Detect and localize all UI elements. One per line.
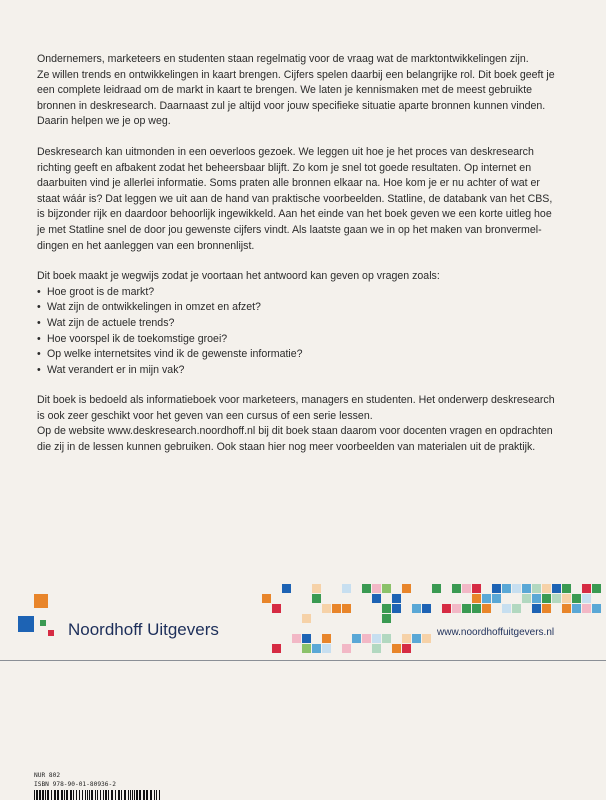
barcode-bar [95, 790, 96, 800]
barcode-bar [70, 790, 72, 800]
mosaic-cell [392, 644, 401, 653]
questions-list [37, 285, 569, 379]
mosaic-cell [442, 604, 451, 613]
divider [0, 660, 606, 661]
mosaic-cell [532, 604, 541, 613]
mosaic-cell [332, 604, 341, 613]
paragraph-line: bronnen in deskresearch. Daarnaast zul je altijd voor jouw specifieke situatie aparte bronnen kunnen vinden. [37, 99, 546, 112]
mosaic-cell [382, 604, 391, 613]
paragraph-line: staat wáár is? Dat leggen we uit aan de hand van praktische voorbeelden. Statline, de databank van het CBS, [37, 192, 553, 205]
barcode-bar [118, 790, 120, 800]
bullet-icon: • [37, 348, 41, 361]
pixel-mosaic-icon [262, 584, 606, 652]
barcode-bar [91, 790, 93, 800]
barcode-bar [82, 790, 83, 800]
mosaic-cell [452, 604, 461, 613]
barcode-bar [103, 790, 104, 800]
mosaic-cell [382, 634, 391, 643]
mosaic-cell [402, 634, 411, 643]
mosaic-cell [542, 604, 551, 613]
paragraph-line: Op de website www.deskresearch.noordhoff.nl bij dit boek staan daarom voor docenten vragen en opdrachten [37, 425, 553, 438]
paragraph-line: is bijzonder rijk en daardoor behoorlijk ingewikkeld. Aan het einde van het boek geven we een korte uitleg hoe [37, 208, 552, 221]
bullet-icon: • [37, 332, 41, 345]
barcode-bar [146, 790, 148, 800]
mosaic-cell [492, 594, 501, 603]
mosaic-cell [302, 614, 311, 623]
paragraph-line: daarbuiten vind je allerlei informatie. Soms praten alle bronnen elkaar na. Hoe kom je er nu achter of wat er [37, 177, 540, 190]
mosaic-cell [342, 584, 351, 593]
bullet-icon: • [37, 316, 41, 329]
question-text: Wat zijn de ontwikkelingen in omzet en afzet? [47, 301, 261, 314]
mosaic-cell [272, 604, 281, 613]
paragraph-line: richting geeft en afbakent zodat het beheersbaar blijft. Zo kom je snel tot goede resultaten. Op internet en [37, 161, 532, 174]
mosaic-cell [422, 634, 431, 643]
barcode-bar [85, 790, 86, 800]
logo-square-blue [18, 616, 34, 632]
mosaic-cell [552, 594, 561, 603]
mosaic-cell [572, 594, 581, 603]
mosaic-cell [582, 604, 591, 613]
back-cover-text [37, 52, 569, 471]
paragraph-line: een complete leidraad om de markt in kaart te brengen. We laten je kennismaken met de meest gebruikte [37, 84, 533, 97]
list-item [37, 347, 569, 363]
barcode-bar [89, 790, 90, 800]
mosaic-cell [542, 594, 551, 603]
mosaic-cell [272, 644, 281, 653]
mosaic-cell [412, 604, 421, 613]
barcode-bar [87, 790, 88, 800]
mosaic-cell [372, 594, 381, 603]
barcode-bar [36, 790, 38, 800]
list-item [37, 285, 569, 301]
mosaic-cell [582, 584, 591, 593]
mosaic-cell [522, 584, 531, 593]
mosaic-cell [462, 604, 471, 613]
mosaic-cell [572, 604, 581, 613]
question-text: Op welke internetsites vind ik de gewenste informatie? [47, 348, 303, 361]
barcode-bar [57, 790, 59, 800]
barcode-bar [150, 790, 152, 800]
mosaic-cell [592, 584, 601, 593]
barcode-bar [42, 790, 44, 800]
mosaic-cell [372, 634, 381, 643]
isbn-code: ISBN 978-90-01-80936-2 [34, 781, 116, 788]
barcode-bar [76, 790, 77, 800]
mosaic-cell [432, 584, 441, 593]
paragraph-line: Dit boek is bedoeld als informatieboek voor marketeers, managers en studenten. Het onderwerp deskresearch [37, 394, 555, 407]
paragraph-intro [37, 52, 569, 130]
mosaic-cell [472, 604, 481, 613]
mosaic-cell [552, 584, 561, 593]
list-item [37, 332, 569, 348]
bullet-icon: • [37, 285, 41, 298]
mosaic-cell [472, 594, 481, 603]
list-item [37, 363, 569, 379]
barcode-bar [66, 790, 68, 800]
noordhoff-logo-icon [18, 594, 62, 638]
barcode-bar [154, 790, 155, 800]
mosaic-cell [502, 604, 511, 613]
barcode-bar [79, 790, 80, 800]
nur-code: NUR 802 [34, 772, 61, 779]
mosaic-cell [362, 634, 371, 643]
mosaic-cell [302, 634, 311, 643]
barcode-bar [121, 790, 122, 800]
barcode-bar [111, 790, 113, 800]
paragraph-line: die zij in de lessen kunnen gebruiken. Ook staan hier nog meer voorbeelden van materialen uit de praktijk. [37, 441, 536, 454]
barcode-bar [39, 790, 41, 800]
paragraph-line: Deskresearch kan uitmonden in een oeverloos gezoek. We leggen uit hoe je het proces van deskresearch [37, 145, 534, 158]
barcode-bar [47, 790, 49, 800]
mosaic-cell [372, 644, 381, 653]
mosaic-cell [582, 594, 591, 603]
barcode-bar [134, 790, 135, 800]
barcode-bar [156, 790, 157, 800]
barcode-bar [73, 790, 74, 800]
mosaic-cell [392, 604, 401, 613]
mosaic-cell [492, 584, 501, 593]
mosaic-cell [372, 584, 381, 593]
mosaic-cell [422, 604, 431, 613]
paragraph-line: Ondernemers, marketeers en studenten staan regelmatig voor de vraag wat de marktontwikkelingen zijn. [37, 53, 529, 65]
mosaic-cell [482, 604, 491, 613]
paragraph-line: je met Statline snel de door jou gewenste cijfers vindt. Als laatste gaan we in op het maken van bronvermel- [37, 223, 542, 236]
question-text: Wat verandert er in mijn vak? [47, 363, 185, 376]
barcode-bar [61, 790, 63, 800]
mosaic-cell [522, 594, 531, 603]
barcode-bar [45, 790, 46, 800]
logo-square-green [40, 620, 46, 626]
mosaic-cell [592, 604, 601, 613]
mosaic-cell [352, 634, 361, 643]
paragraph-line: Ze willen trends en ontwikkelingen in kaart brengen. Cijfers spelen daarbij een belangrijke rol. Dit boek geeft je [37, 68, 555, 81]
question-text: Hoe voorspel ik de toekomstige groei? [47, 332, 228, 345]
bullet-icon: • [37, 301, 41, 314]
mosaic-cell [562, 604, 571, 613]
mosaic-cell [482, 594, 491, 603]
barcode-icon [34, 790, 164, 800]
publisher-website: www.noordhoffuitgevers.nl [437, 627, 555, 638]
paragraph-line: Daarin helpen we je op weg. [37, 115, 171, 128]
paragraph-line: is ook zeer geschikt voor het geven van een cursus of een serie lessen. [37, 409, 373, 422]
logo-square-red [48, 630, 54, 636]
barcode-bar [139, 790, 141, 800]
barcode-bar [108, 790, 109, 800]
mosaic-cell [402, 584, 411, 593]
mosaic-cell [342, 644, 351, 653]
mosaic-cell [312, 644, 321, 653]
barcode-bar [132, 790, 133, 800]
barcode-bar [136, 790, 138, 800]
question-text: Wat zijn de actuele trends? [47, 316, 175, 329]
mosaic-cell [392, 594, 401, 603]
logo-square-orange [34, 594, 48, 608]
publisher-name: Noordhoff Uitgevers [68, 620, 219, 639]
barcode-bar [34, 790, 35, 800]
barcode-bar [115, 790, 116, 800]
paragraph-line: dingen en het aanleggen van een bronnenlijst. [37, 239, 255, 252]
barcode-bar [97, 790, 98, 800]
barcode-bar [54, 790, 56, 800]
mosaic-cell [322, 604, 331, 613]
mosaic-cell [342, 604, 351, 613]
mosaic-cell [282, 584, 291, 593]
barcode-bar [130, 790, 131, 800]
mosaic-cell [562, 594, 571, 603]
mosaic-cell [472, 584, 481, 593]
mosaic-cell [452, 584, 461, 593]
mosaic-cell [312, 584, 321, 593]
barcode-bar [64, 790, 65, 800]
mosaic-cell [402, 644, 411, 653]
barcode-bar [143, 790, 145, 800]
mosaic-cell [382, 614, 391, 623]
barcode-bar [128, 790, 129, 800]
mosaic-cell [382, 584, 391, 593]
barcode-bar [124, 790, 126, 800]
mosaic-cell [362, 584, 371, 593]
mosaic-cell [502, 584, 511, 593]
mosaic-cell [512, 584, 521, 593]
barcode-bar [159, 790, 160, 800]
barcode-bar [51, 790, 52, 800]
mosaic-cell [292, 634, 301, 643]
list-item [37, 300, 569, 316]
mosaic-cell [562, 584, 571, 593]
mosaic-cell [512, 604, 521, 613]
mosaic-cell [412, 634, 421, 643]
mosaic-cell [262, 594, 271, 603]
mosaic-cell [322, 644, 331, 653]
mosaic-cell [322, 634, 331, 643]
mosaic-cell [312, 594, 321, 603]
barcode-bar [100, 790, 101, 800]
paragraph-closing [37, 393, 569, 455]
question-text: Hoe groot is de markt? [47, 285, 155, 298]
mosaic-cell [302, 644, 311, 653]
mosaic-cell [532, 584, 541, 593]
mosaic-cell [542, 584, 551, 593]
list-item [37, 316, 569, 332]
paragraph-deskresearch [37, 145, 569, 254]
bullet-icon: • [37, 363, 41, 376]
barcode-bar [105, 790, 107, 800]
mosaic-cell [532, 594, 541, 603]
questions-intro: Dit boek maakt je wegwijs zodat je voortaan het antwoord kan geven op vragen zoals: [37, 270, 440, 283]
mosaic-cell [462, 584, 471, 593]
